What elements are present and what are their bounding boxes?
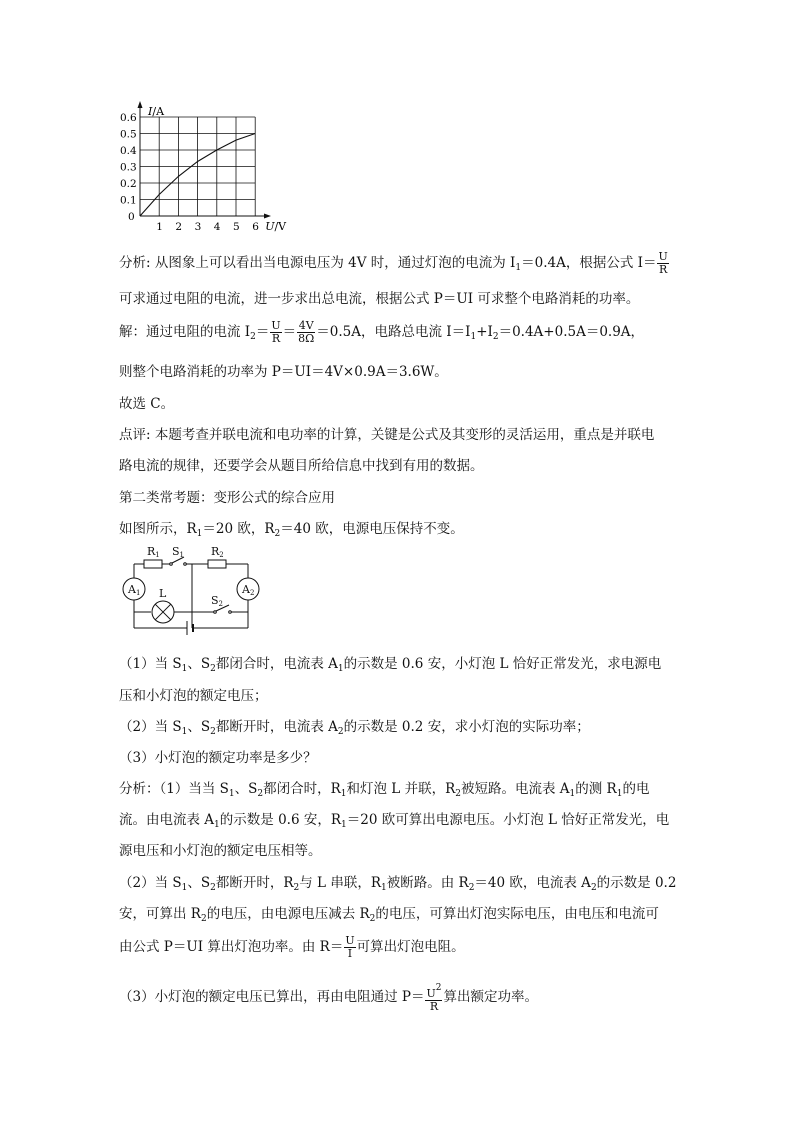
solution-line-2: 则整个电路消耗的功率为 P＝UI＝4V×0.9A＝3.6W。 bbox=[119, 364, 448, 380]
x-tick-label: 3 bbox=[194, 221, 202, 233]
comment-line-2: 路电流的规律，还要学会从题目所给信息中找到有用的数据。 bbox=[119, 458, 484, 474]
current-voltage-graph bbox=[118, 100, 318, 240]
label-r2: R2 bbox=[211, 545, 224, 559]
section-title: 第二类常考题：变形公式的综合应用 bbox=[119, 490, 335, 506]
label-s2: S2 bbox=[211, 594, 224, 608]
answer-line: 故选 C。 bbox=[119, 396, 175, 412]
x-tick-label: 1 bbox=[156, 221, 163, 233]
resistor-r2 bbox=[208, 560, 226, 568]
comment-line-1: 点评: 本题考查并联电流和电功率的计算，关键是公式及其变形的灵活运用，重点是并联电 bbox=[119, 427, 655, 443]
label-a2: A2 bbox=[242, 583, 255, 597]
y-tick-label: 0.6 bbox=[120, 112, 137, 124]
switch-s1-pivot bbox=[170, 563, 173, 566]
graph-grid bbox=[140, 117, 255, 216]
analysis-line-1: 分析: 从图象上可以看出当电源电压为 4V 时，通过灯泡的电流为 $I_1=0.4A$，根据公式 I＝ $\frac{U}{R}$ bbox=[119, 250, 668, 276]
analysis-3-line: （3）小灯泡的额定电压已算出，再由电阻通过 P＝ $\frac{U^2}{R}$ 算出额定功率。 bbox=[119, 983, 538, 1013]
question-1-line-2: 压和小灯泡的额定电压； bbox=[119, 688, 268, 704]
y-tick-label: 0.5 bbox=[120, 128, 137, 141]
analysis-2-line-3: 由公式 P＝UI 算出灯泡功率。由 R＝ $\frac{U}{I}$ 可算出灯泡电阻。 bbox=[119, 934, 465, 960]
fraction-4v-over-8ohm: $\frac{4V}{8\Omega}$ bbox=[298, 319, 315, 345]
circuit-diagram bbox=[120, 540, 270, 650]
solution-line-1: 解：通过电阻的电流 $I_2=$ $\frac{U}{R}$ ＝ $\frac{4V}{8\Omega}$ ＝0.5A，电路总电流 $I=I_1+I_2=0.4A+0.5A=0.9A$， bbox=[119, 319, 645, 345]
label-s1: S1 bbox=[172, 545, 185, 559]
y-tick-label: 0.3 bbox=[120, 161, 137, 174]
y-axis-arrow-icon bbox=[138, 101, 143, 108]
x-axis-arrow-icon bbox=[264, 214, 271, 219]
x-tick-label: 2 bbox=[175, 221, 183, 233]
question-1-line-1: （1）当 $S_1$、$S_2$都闭合时，电流表 $A_1$的示数是 0.6 安，小灯泡 L 恰好正常发光，求电源电 bbox=[119, 656, 662, 674]
graph-axes bbox=[138, 101, 272, 219]
fraction-u-over-r: $\frac{U}{R}$ bbox=[658, 250, 668, 276]
analysis-1-line-1: 分析：（1）当当 $S_1$、$S_2$都闭合时，$R_1$和灯泡 L 并联，$R_2$被短路。电流表 $A_1$的测 $R_1$的电 bbox=[119, 781, 650, 799]
analysis-2-line-2: 安，可算出 $R_2$的电压，由电源电压减去 $R_2$的电压，可算出灯泡实际电压，由电压和电流可 bbox=[119, 906, 659, 924]
resistor-r1 bbox=[144, 560, 162, 568]
label-a1: A1 bbox=[128, 583, 141, 597]
label-r1: R1 bbox=[147, 545, 160, 559]
analysis-2-line-1: （2）当 $S_1$、$S_2$都断开时，$R_2$与 L 串联，$R_1$被断路。由 $R_2=40$ 欧，电流表 $A_2$的示数是 0.2 bbox=[119, 875, 677, 893]
problem-statement: 如图所示，$R_1=20$ 欧，$R_2=40$ 欧，电源电压保持不变。 bbox=[119, 521, 464, 539]
y-axis-label: I/A bbox=[148, 105, 165, 118]
switch-s2-pivot bbox=[214, 611, 217, 614]
fraction-u2-over-r: $\frac{U^2}{R}$ bbox=[426, 983, 442, 1013]
question-3: （3）小灯泡的额定功率是多少？ bbox=[119, 750, 317, 766]
analysis-1-line-3: 源电压和小灯泡的额定电压相等。 bbox=[119, 843, 322, 859]
x-axis-label: U/V bbox=[265, 220, 287, 233]
x-tick-label: 5 bbox=[233, 221, 240, 233]
x-tick-label: 4 bbox=[213, 221, 221, 233]
switch-s2-contact bbox=[229, 611, 232, 614]
x-tick-label: 6 bbox=[252, 221, 259, 233]
fraction-u-over-r-2: $\frac{U}{R}$ bbox=[271, 319, 281, 345]
y-tick-label: 0.1 bbox=[120, 194, 137, 207]
switch-s1-contact bbox=[184, 563, 187, 566]
y-tick-label: 0.4 bbox=[120, 145, 137, 157]
analysis-line-2: 可求通过电阻的电流，进一步求出总电流，根据公式 P＝UI 可求整个电路消耗的功率。 bbox=[119, 291, 640, 307]
fraction-u-over-i: $\frac{U}{I}$ bbox=[345, 934, 355, 960]
question-2: （2）当 $S_1$、$S_2$都断开时，电流表 $A_2$的示数是 0.2 安，求小灯泡的实际功率； bbox=[119, 719, 590, 737]
y-tick-label: 0.2 bbox=[120, 178, 137, 190]
graph-tick-labels bbox=[120, 112, 287, 233]
label-l: L bbox=[159, 587, 167, 600]
analysis-1-line-2: 流。由电流表 $A_1$的示数是 0.6 安，$R_1=20$ 欧可算出电源电压。小灯泡 L 恰好正常发光，电 bbox=[119, 812, 670, 830]
origin-label: 0 bbox=[128, 211, 135, 223]
